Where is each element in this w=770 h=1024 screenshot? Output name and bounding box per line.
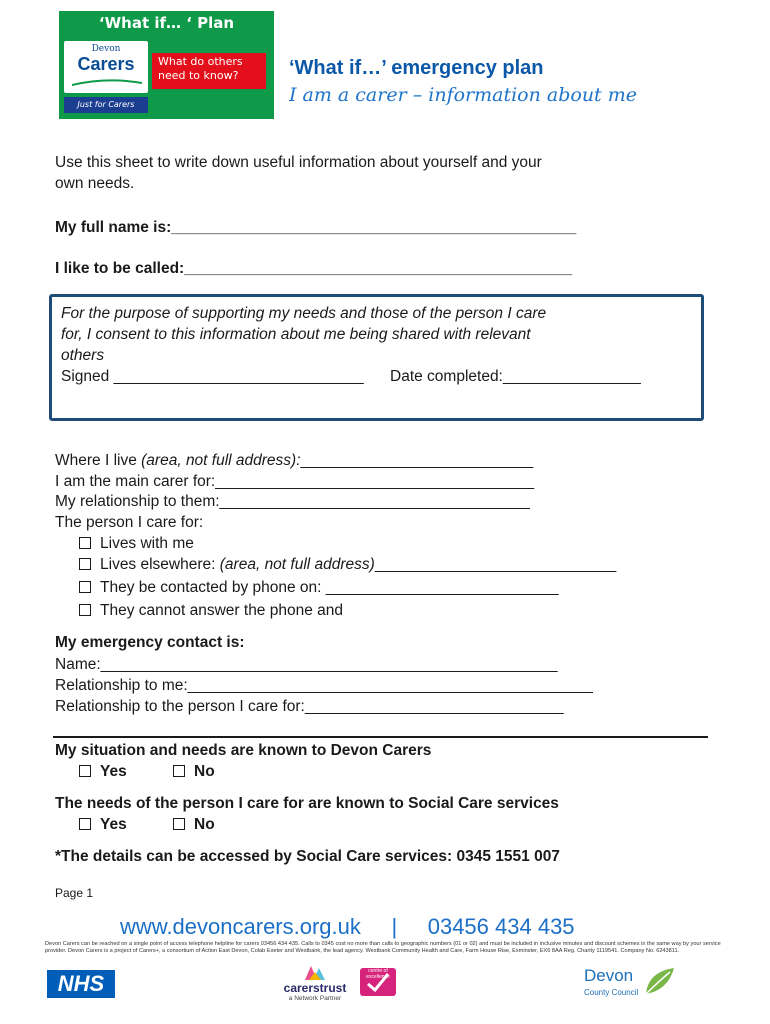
centre-of-excellence-logo — [358, 966, 398, 998]
logo-title: ‘What if… ‘ Plan — [98, 14, 235, 32]
logo-tagline: Just for Carers — [64, 97, 148, 113]
logo-carers: Carers — [77, 54, 135, 74]
nhs-logo: NHS — [47, 970, 115, 998]
question-devon-carers: My situation and needs are known to Devon Carers — [55, 742, 432, 759]
yes-label: Yes — [100, 816, 127, 833]
date-completed-field[interactable]: Date completed:________________ — [390, 368, 641, 385]
main-carer-field[interactable]: I am the main carer for:_____________________________________ — [55, 473, 535, 490]
checkbox[interactable] — [79, 558, 91, 570]
checkbox[interactable] — [79, 765, 91, 777]
signed-field[interactable]: Signed _____________________________ — [61, 368, 364, 385]
option-cannot-answer[interactable] — [79, 600, 343, 621]
emergency-name-field[interactable]: Name:_____________________________________________________ — [55, 656, 558, 673]
yes-label: Yes — [100, 763, 127, 780]
page-title: ‘What if…’ emergency plan — [289, 57, 544, 79]
checkbox[interactable] — [173, 765, 185, 777]
intro-line-2: own needs. — [55, 175, 135, 192]
emergency-rel-person-field[interactable]: Relationship to the person I care for:______________________________ — [55, 698, 564, 715]
checkbox[interactable] — [79, 818, 91, 830]
option-lives-with[interactable] — [79, 533, 194, 554]
footer-contact[interactable]: www.devoncarers.org.uk | 03456 434 435 — [120, 914, 575, 939]
checkbox[interactable] — [79, 581, 91, 593]
dcc-devon: Devon — [584, 966, 634, 985]
option-hint: (area, not full address) — [219, 556, 375, 573]
where-live-hint: (area, not full address): — [141, 452, 301, 469]
network-partner-text: a Network Partner — [288, 995, 342, 1002]
carers-trust-logo — [275, 964, 355, 1004]
page-number: Page 1 — [55, 886, 94, 900]
person-label: The person I care for: — [55, 514, 204, 531]
q1-no-option[interactable] — [173, 761, 215, 782]
called-field[interactable]: I like to be called:_____________________________________________ — [55, 260, 573, 277]
option-line: ____________________________ — [374, 556, 617, 573]
checkbox[interactable] — [173, 818, 185, 830]
relationship-field[interactable]: My relationship to them:____________________________________ — [55, 493, 530, 510]
leaf-icon — [644, 966, 676, 996]
option-label: They be contacted by phone on: ___________________________ — [100, 579, 559, 596]
consent-line-3: others — [61, 347, 105, 364]
logo-devon: Devon — [91, 44, 121, 54]
devon-county-council-logo — [584, 964, 679, 1004]
plan-logo — [59, 11, 274, 119]
no-label: No — [194, 816, 215, 833]
checkbox[interactable] — [79, 604, 91, 616]
consent-line-2: for, I consent to this information about me being shared with relevant — [61, 326, 531, 343]
logo-bubble: What do others need to know? — [152, 53, 266, 89]
option-label: Lives elsewhere: — [100, 556, 220, 573]
q2-yes-option[interactable] — [79, 814, 127, 835]
dcc-council: County Council — [584, 988, 639, 997]
option-phone[interactable] — [79, 577, 559, 598]
carerstrust-text: carerstrust — [283, 981, 347, 995]
carers-trust-icon — [275, 964, 355, 982]
option-lives-elsewhere[interactable] — [79, 554, 616, 575]
social-care-note: *The details can be accessed by Social Care services: 0345 1551 007 — [55, 848, 560, 865]
swoosh-icon — [72, 79, 142, 87]
emergency-rel-me-field[interactable]: Relationship to me:_______________________________________________ — [55, 677, 593, 694]
where-live-field[interactable] — [55, 450, 533, 471]
coe-text: centre of excellence — [366, 968, 390, 980]
option-label: Lives with me — [100, 535, 194, 552]
q2-no-option[interactable] — [173, 814, 215, 835]
no-label: No — [194, 763, 215, 780]
divider — [53, 736, 708, 738]
footer-legal: Devon Carers can be reached on a single point of access telephone helpline for carers 03456 434 435. Calls to 0345 cost no more than calls to geographic numbers (01 or 02) and must be included in inclusive minutes and discount schemes in the same way by your service provider. Devon Carers is a project of Carers+, a consortium of Action East Devon, Colab Exeter and Westbank, the lead agency. Westbank Community Health and Care, Farm House Rise, Exminster, EX6 8AA Reg. Charity 1119541. Company No. 6243811. — [45, 941, 721, 954]
full-name-field[interactable]: My full name is:_______________________________________________ — [55, 219, 577, 236]
emergency-heading: My emergency contact is: — [55, 634, 245, 651]
option-label: They cannot answer the phone and — [100, 602, 344, 619]
intro-line-1: Use this sheet to write down useful information about yourself and your — [55, 154, 542, 171]
consent-line-1: For the purpose of supporting my needs and those of the person I care — [61, 305, 547, 322]
question-social-care: The needs of the person I care for are known to Social Care services — [55, 795, 559, 812]
page-subtitle: I am a carer – information about me — [289, 84, 637, 106]
q1-yes-option[interactable] — [79, 761, 127, 782]
devon-carers-logo — [64, 41, 148, 93]
where-live-line: ___________________________ — [300, 452, 534, 469]
checkbox[interactable] — [79, 537, 91, 549]
where-live-label: Where I live — [55, 452, 142, 469]
